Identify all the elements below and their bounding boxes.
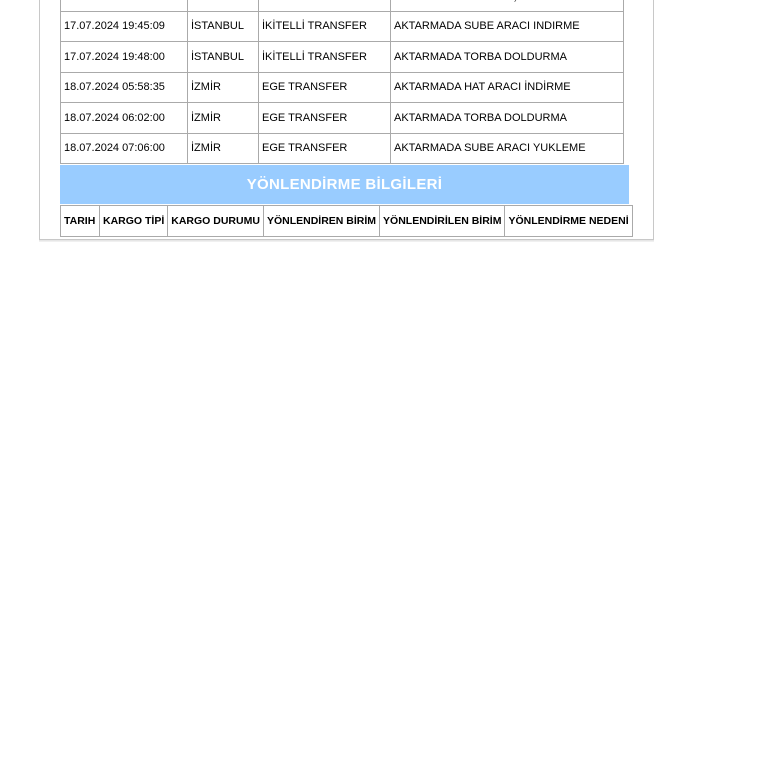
table-row (61, 0, 624, 11)
unit-cell: İKİTELLİ TRANSFER (259, 11, 391, 42)
city-cell: İSTANBUL (188, 42, 259, 73)
action-cell: AKTARMADA SUBE ARACI INDIRME (391, 11, 624, 42)
city-cell: İZMİR (188, 72, 259, 103)
action-cell: AKTARMADA SUBE ARACI YUKLEME (391, 133, 624, 164)
table-row (61, 72, 624, 103)
header-date: TARIH (61, 206, 100, 237)
date-cell: 18.07.2024 05:58:35 (61, 72, 188, 103)
redirect-section-title: YÖNLENDİRME BİLGİLERİ (60, 165, 629, 204)
table-row (61, 11, 624, 42)
action-cell: AKTARMADA HAT ARACI İNDİRME (391, 72, 624, 103)
city-cell: İZMİR (188, 103, 259, 134)
date-cell: 17.07.2024 19:48:00 (61, 42, 188, 73)
header-cargo-status: KARGO DURUMU (168, 206, 264, 237)
unit-cell (259, 0, 391, 11)
action-cell: AKTARMADA TORBA DOLDURMA (391, 42, 624, 73)
header-redirect-reason: YÖNLENDİRME NEDENİ (505, 206, 632, 237)
header-redirecting-unit: YÖNLENDİREN BİRİM (263, 206, 379, 237)
date-cell: 18.07.2024 06:02:00 (61, 103, 188, 134)
date-cell (61, 0, 188, 11)
redirect-header-row (61, 206, 633, 237)
redirect-table (60, 205, 633, 237)
unit-cell: EGE TRANSFER (259, 103, 391, 134)
date-cell: 18.07.2024 07:06:00 (61, 133, 188, 164)
action-cell: AKTARMADA TORBA DOLDURMA (391, 103, 624, 134)
city-cell: İSTANBUL (188, 11, 259, 42)
header-cargo-type: KARGO TİPİ (100, 206, 168, 237)
header-redirected-unit: YÖNLENDİRİLEN BİRİM (380, 206, 505, 237)
table-row (61, 103, 624, 134)
table-row (61, 133, 624, 164)
table-row (61, 42, 624, 73)
city-cell (188, 0, 259, 11)
unit-cell: EGE TRANSFER (259, 72, 391, 103)
unit-cell: İKİTELLİ TRANSFER (259, 42, 391, 73)
action-cell (391, 0, 624, 11)
movement-table-body (61, 0, 624, 164)
city-cell: İZMİR (188, 133, 259, 164)
date-cell: 17.07.2024 19:45:09 (61, 11, 188, 42)
unit-cell: EGE TRANSFER (259, 133, 391, 164)
movement-table (60, 0, 624, 164)
